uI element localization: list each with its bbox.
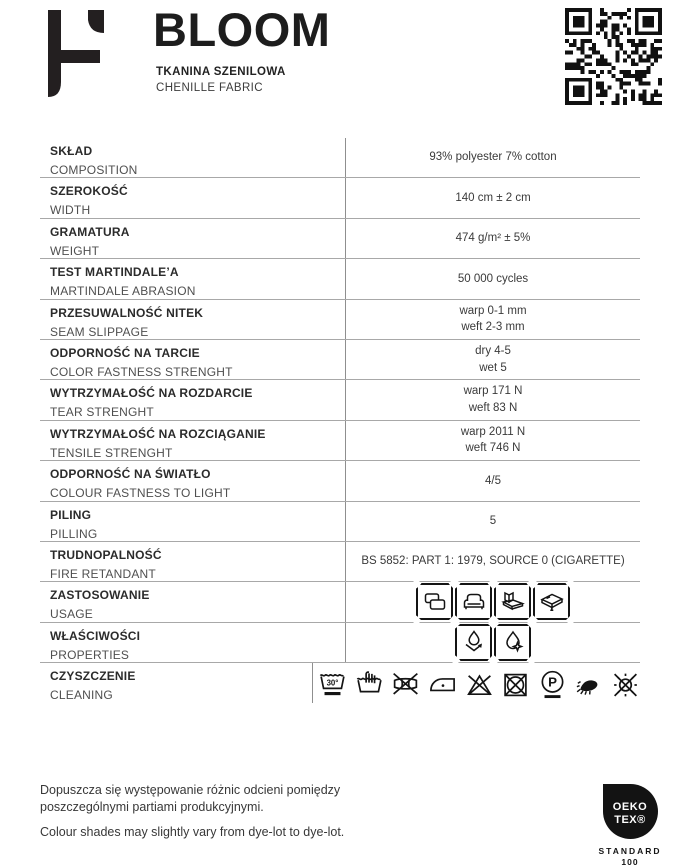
table-row [40, 138, 640, 178]
corner-sofa-icon [494, 583, 531, 620]
properties-icons [455, 624, 531, 661]
label-pl: CZYSZCZENIE [50, 669, 136, 684]
badge-line1: OEKO [612, 800, 648, 813]
note-en: Colour shades may slightly vary from dye-lot to dye-lot. [40, 825, 345, 839]
row-value [345, 219, 640, 258]
do-not-bleach-icon [465, 668, 494, 702]
value-line: weft 83 N [468, 402, 518, 415]
row-label [40, 138, 345, 177]
badge-standard: STANDARD [598, 846, 662, 856]
brand-logo [48, 10, 104, 98]
label-en: COLOUR FASTNESS TO LIGHT [50, 486, 231, 501]
label-pl: TEST MARTINDALE’A [50, 265, 179, 280]
value-line: 50 000 cycles [457, 272, 529, 285]
label-pl: TRUDNOPALNOŚĆ [50, 547, 162, 562]
value-line: weft 2-3 mm [461, 321, 525, 334]
label-pl: WYTRZYMAŁOŚĆ NA ROZCIĄGANIE [50, 426, 266, 441]
label-en: WEIGHT [50, 243, 100, 258]
hand-brush-icon [574, 668, 603, 702]
row-value [345, 502, 640, 541]
row-label [40, 502, 345, 541]
dry-clean-p-gentle-icon [538, 668, 567, 702]
value-line: wet 5 [479, 361, 507, 374]
no-sunlight-icon [611, 668, 640, 702]
table-row [40, 178, 640, 218]
value-line: 140 cm ± 2 cm [455, 191, 531, 204]
row-value [345, 461, 640, 500]
easy-clean-icon [494, 624, 531, 661]
cleaning-icons [318, 668, 640, 702]
label-en: TENSILE STRENGHT [50, 445, 173, 460]
label-en: SEAM SLIPPAGE [50, 324, 149, 339]
badge-100: 100 [621, 857, 639, 866]
armchair-icon [455, 583, 492, 620]
row-label [40, 259, 345, 298]
value-line: dry 4-5 [475, 345, 511, 357]
label-en: COLOR FASTNESS STRENGHT [50, 364, 233, 379]
row-label [40, 663, 312, 703]
iron-low-icon [428, 668, 457, 702]
footer-note [40, 782, 370, 850]
table-row [40, 300, 640, 340]
label-en: PROPERTIES [50, 647, 130, 662]
row-label [40, 300, 345, 339]
label-pl: ODPORNOŚĆ NA TARCIE [50, 345, 200, 360]
row-label [40, 178, 345, 217]
value-line: warp 171 N [463, 385, 523, 398]
spec-table [40, 138, 640, 703]
label-en: USAGE [50, 607, 94, 622]
table-row [40, 502, 640, 542]
hand-wash-icon [355, 668, 384, 702]
table-row [40, 340, 640, 380]
bed-icon [533, 583, 570, 620]
row-label [40, 380, 345, 419]
row-value [345, 138, 640, 177]
subtitle-en: CHENILLE FABRIC [156, 82, 263, 94]
table-row [40, 380, 640, 420]
value-line: BS 5852: PART 1: 1979, SOURCE 0 (CIGARETTE) [361, 555, 625, 568]
table-row [40, 623, 640, 663]
table-row [40, 219, 640, 259]
row-label [40, 340, 345, 379]
table-row [40, 461, 640, 501]
value-line: warp 0-1 mm [459, 304, 527, 317]
svg-text:30°: 30° [326, 678, 339, 688]
label-en: WIDTH [50, 203, 91, 218]
value-line: weft 746 N [465, 442, 521, 455]
label-en: FIRE RETANDANT [50, 566, 156, 581]
table-row [40, 259, 640, 299]
note-pl: Dopuszcza się występowanie różnic odcieni pomiędzy poszczególnymi partiami produkcyjnymi. [40, 783, 341, 814]
row-value [345, 380, 640, 419]
label-pl: WYTRZYMAŁOŚĆ NA ROZDARCIE [50, 386, 253, 401]
svg-text:P: P [547, 674, 557, 690]
row-value [345, 259, 640, 298]
cushions-icon [416, 583, 453, 620]
value-line: 5 [489, 514, 497, 527]
badge-line2: TEX® [614, 813, 646, 826]
label-pl: WŁAŚCIWOŚCI [50, 628, 141, 643]
row-value [345, 582, 640, 621]
value-line: warp 2011 N [460, 425, 526, 438]
row-label [40, 623, 345, 662]
row-value [345, 178, 640, 217]
row-value [345, 542, 640, 581]
table-row [40, 663, 640, 703]
label-pl: PILING [50, 507, 92, 522]
label-en: PILLING [50, 526, 98, 541]
row-value [345, 300, 640, 339]
label-en: COMPOSITION [50, 163, 138, 177]
do-not-wring-icon [391, 668, 420, 702]
oeko-tex-drop-icon [603, 784, 658, 839]
table-row [40, 421, 640, 461]
qr-code [565, 8, 662, 105]
row-label [40, 582, 345, 621]
row-label [40, 542, 345, 581]
label-pl: ODPORNOŚĆ NA ŚWIATŁO [50, 467, 211, 482]
row-label [40, 421, 345, 460]
do-not-tumble-dry-icon [501, 668, 530, 702]
value-line: 93% polyester 7% cotton [429, 151, 557, 164]
value-line: 4/5 [485, 474, 501, 487]
label-pl: ZASTOSOWANIE [50, 588, 150, 603]
label-pl: SKŁAD [50, 144, 93, 158]
label-en: MARTINDALE ABRASION [50, 284, 196, 299]
label-en: CLEANING [50, 688, 113, 703]
row-value [345, 623, 640, 662]
usage-icons [416, 583, 570, 620]
value-line: 474 g/m² ± 5% [455, 232, 531, 245]
wash-30-gentle-icon [318, 668, 347, 702]
table-row [40, 542, 640, 582]
table-row [40, 582, 640, 622]
page-title: BLOOM [153, 3, 331, 56]
row-value [312, 663, 640, 703]
label-pl: PRZESUWALNOŚĆ NITEK [50, 305, 204, 320]
water-repellent-icon [455, 624, 492, 661]
row-value [345, 421, 640, 460]
row-value [345, 340, 640, 379]
label-pl: SZEROKOŚĆ [50, 184, 128, 199]
row-label [40, 461, 345, 500]
oeko-tex-badge [597, 784, 663, 866]
row-label [40, 219, 345, 258]
subtitle-pl: TKANINA SZENILOWA [156, 66, 286, 78]
label-en: TEAR STRENGHT [50, 405, 154, 420]
label-pl: GRAMATURA [50, 224, 130, 239]
